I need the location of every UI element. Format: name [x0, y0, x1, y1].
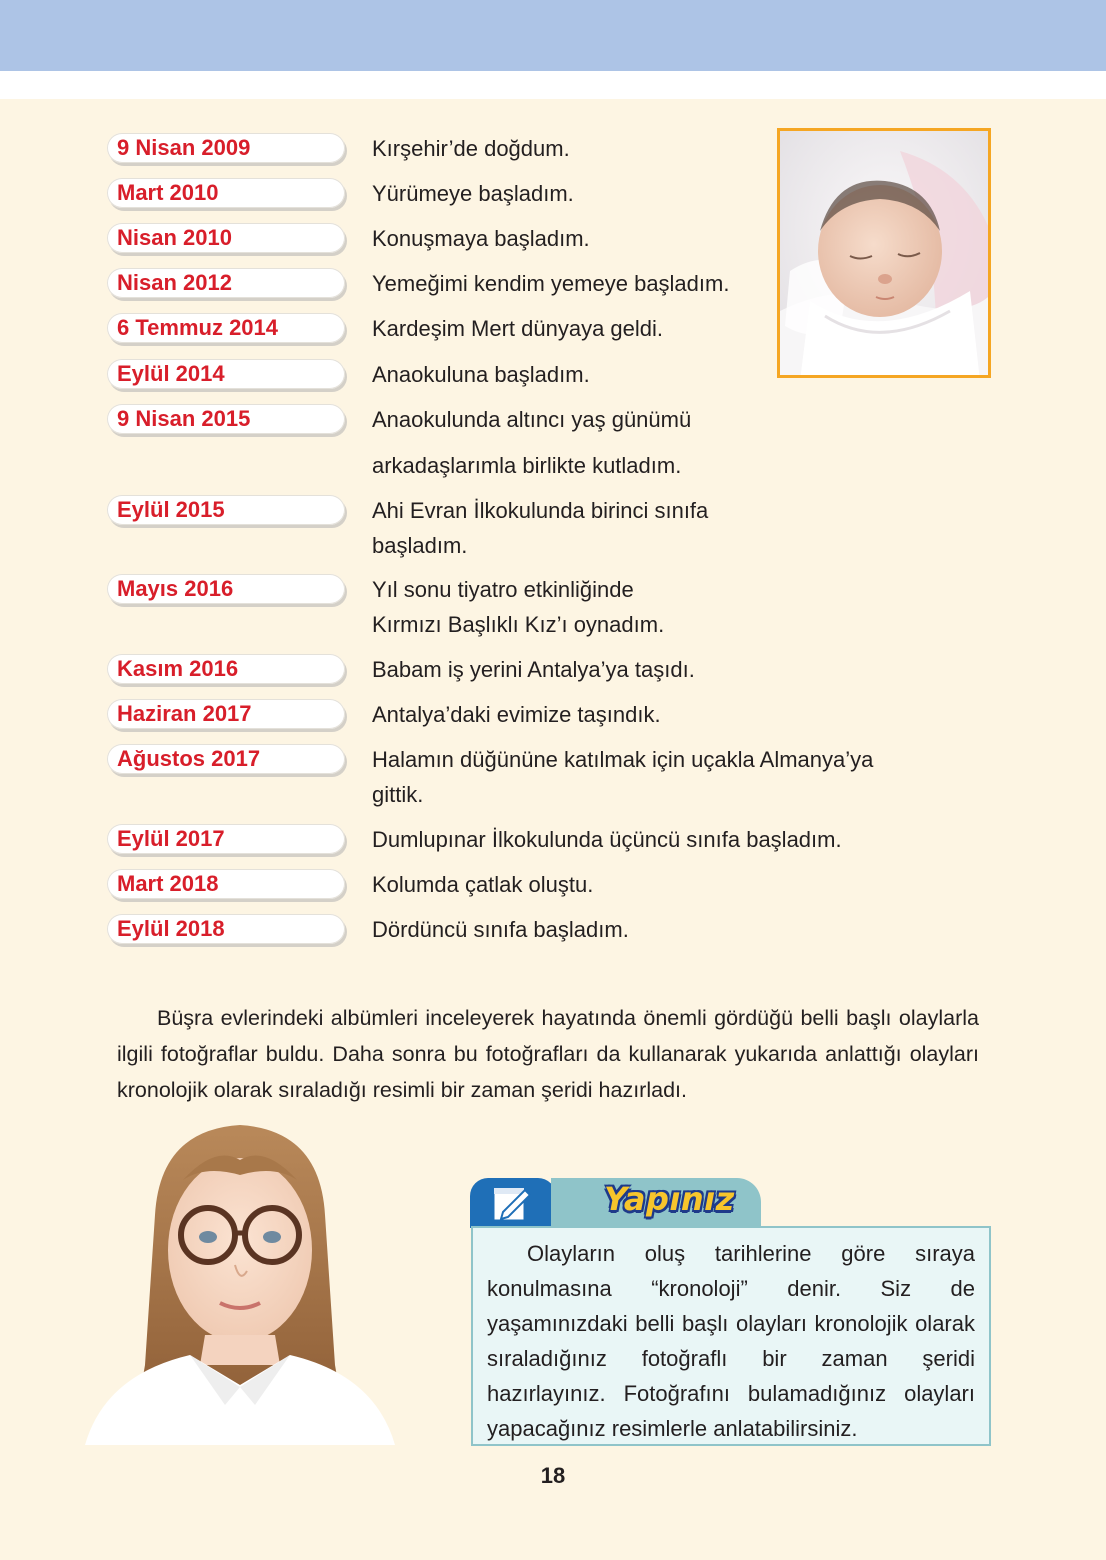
baby-photo [777, 128, 991, 378]
timeline-event: Halamın düğününe katılmak için uçakla Almanya’ya [372, 747, 874, 772]
timeline-event: Kırmızı Başlıklı Kız’ı oynadım. [372, 612, 665, 637]
timeline-date: Mart 2018 [107, 869, 345, 899]
timeline-event: Anaokulunda altıncı yaş günümü [372, 407, 692, 432]
timeline-date: 9 Nisan 2009 [107, 133, 345, 163]
timeline-date: Nisan 2010 [107, 223, 345, 253]
timeline-event: Kardeşim Mert dünyaya geldi. [372, 316, 664, 341]
activity-title: Yapınız [604, 1180, 735, 1218]
timeline-event: başladım. [372, 533, 468, 558]
timeline-date: Haziran 2017 [107, 699, 345, 729]
timeline-event: Konuşmaya başladım. [372, 226, 590, 251]
timeline-date: Mayıs 2016 [107, 574, 345, 604]
notebook-pencil-icon [470, 1178, 556, 1228]
timeline-date: Eylül 2018 [107, 914, 345, 944]
timeline-event: Yıl sonu tiyatro etkinliğinde [372, 577, 634, 602]
timeline-date: Nisan 2012 [107, 268, 345, 298]
timeline-event: Babam iş yerini Antalya’ya taşıdı. [372, 657, 695, 682]
timeline-date: Eylül 2017 [107, 824, 345, 854]
timeline-event: Antalya’daki evimize taşındık. [372, 702, 661, 727]
timeline-event: arkadaşlarımla birlikte kutladım. [372, 453, 682, 478]
timeline-event: Ahi Evran İlkokulunda birinci sınıfa [372, 498, 709, 523]
timeline-date: Eylül 2014 [107, 359, 345, 389]
girl-photo [65, 1125, 415, 1445]
activity-tab [470, 1178, 556, 1228]
timeline-event: gittik. [372, 782, 424, 807]
timeline-date: Kasım 2016 [107, 654, 345, 684]
timeline-date: Mart 2010 [107, 178, 345, 208]
timeline-event: Kolumda çatlak oluştu. [372, 872, 594, 897]
activity-text: Olayların oluş tarihlerine göre sıraya konulmasına “kronoloji” denir. Siz de yaşamınızdaki belli başlı olayları kronolojik olarak sıraladığınız fotoğraflı bir zaman şeridi hazırlayınız. Fotoğrafını bulamadığınız olayları yapacağınız resimlerle anlatabilirsiniz. [487, 1241, 975, 1441]
timeline-event: Kırşehir’de doğdum. [372, 136, 570, 161]
timeline-event: Yemeğimi kendim yemeye başladım. [372, 271, 730, 296]
intro-paragraph: Büşra evlerindeki albümleri inceleyerek hayatında önemli gördüğü belli başlı olaylarla ilgili fotoğraflar buldu. Daha sonra bu fotoğrafları da kullanarak yukarıda anlattığı olayları kronolojik olarak sıraladığı resimli bir zaman şeridi hazırladı. [117, 1006, 979, 1102]
timeline-event: Dördüncü sınıfa başladım. [372, 917, 629, 942]
timeline-date: 9 Nisan 2015 [107, 404, 345, 434]
timeline-date: Ağustos 2017 [107, 744, 345, 774]
timeline-date: 6 Temmuz 2014 [107, 313, 345, 343]
timeline-event: Yürümeye başladım. [372, 181, 574, 206]
page-number: 18 [540, 1463, 566, 1488]
timeline-date: Eylül 2015 [107, 495, 345, 525]
timeline-event: Anaokuluna başladım. [372, 362, 590, 387]
timeline-event: Dumlupınar İlkokulunda üçüncü sınıfa başladım. [372, 827, 842, 852]
